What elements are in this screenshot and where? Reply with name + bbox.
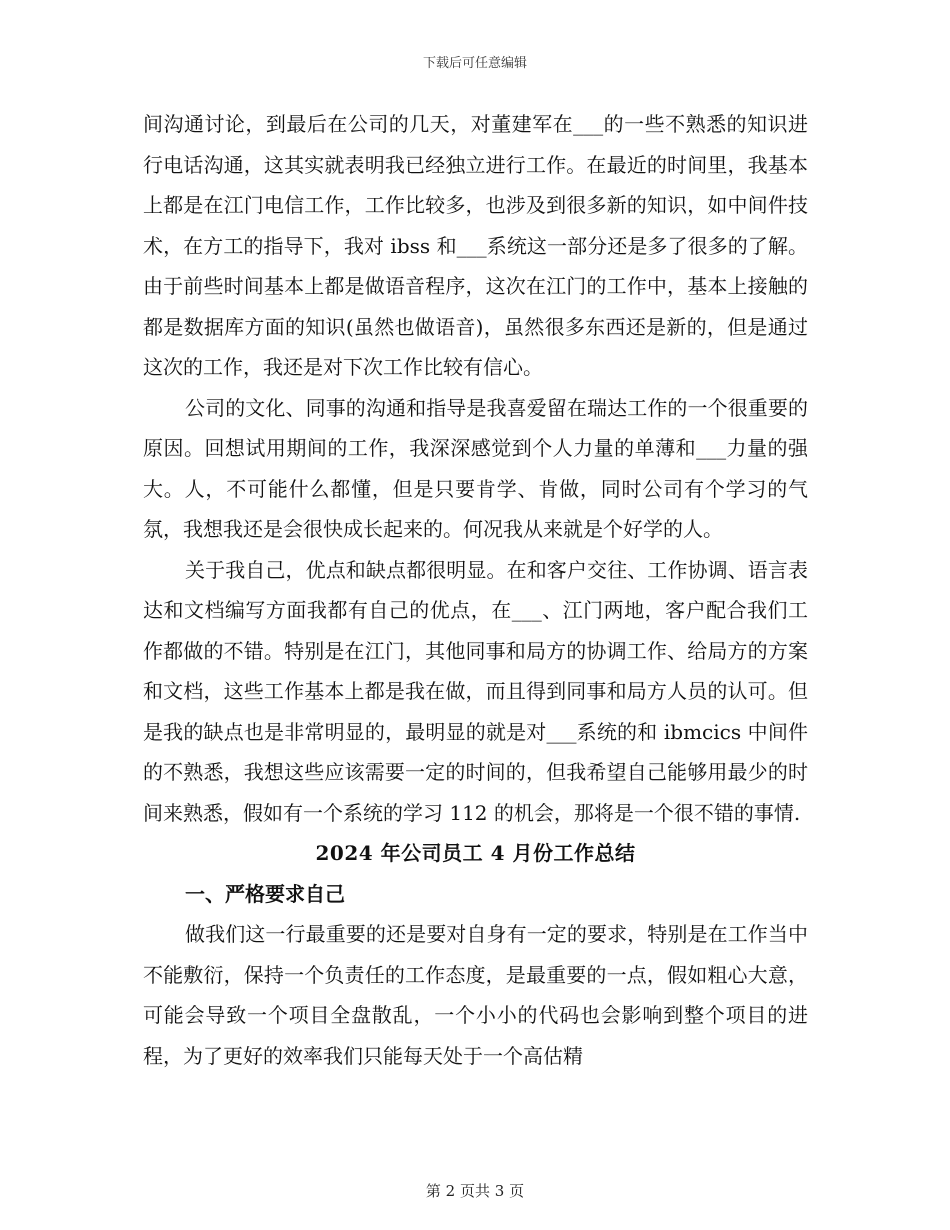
section-heading: 一、严格要求自己 [185, 881, 345, 906]
paragraph-2: 公司的文化、同事的沟通和指导是我喜爱留在瑞达工作的一个很重要的原因。回想试用期间的工作，我深深感觉到个人力量的单薄和___力量的强大。人，不可能什么都懂，但是只要肯学、肯做，同时公司有个学习的气氛，我想我还是会很快成长起来的。何况我从来就是个好学的人。 [143, 395, 808, 541]
paragraph-1: 间沟通讨论，到最后在公司的几天，对董建军在___的一些不熟悉的知识进行电话沟通，这其实就表明我已经独立进行工作。在最近的时间里，我基本上都是在江门电信工作，工作比较多，也涉及到很多新的知识，如中间件技术，在方工的指导下，我对 ibss 和___系统这一部分还是多了很多的了解。由于前些时间基本上都是做语音程序，这次在江门的工作中，基本上接触的都是数据库方面的知识(虽然也做语音)，虽然很多东西还是新的，但是通过这次的工作，我还是对下次工作比较有信心。 [143, 112, 808, 379]
document-body [143, 104, 808, 1076]
page-header: 下载后可任意编辑 [422, 56, 527, 71]
page-footer: 第 2 页共 3 页 [425, 1182, 525, 1200]
paragraph-3: 关于我自己，优点和缺点都很明显。在和客户交往、工作协调、语言表达和文档编写方面我都有自己的优点，在___、江门两地，客户配合我们工作都做的不错。特别是在江门，其他同事和局方的协调工作、给局方的方案和文档，这些工作基本上都是我在做，而且得到同事和局方人员的认可。但是我的缺点也是非常明显的，最明显的就是对___系统的和 ibmcics 中间件的不熟悉，我想这些应该需要一定的时间的，但我希望自己能够用最少的时间来熟悉，假如有一个系统的学习 112 的机会，那将是一个很不错的事情. [143, 557, 808, 825]
paragraph-4: 做我们这一行最重要的还是要对自身有一定的要求，特别是在工作当中不能敷衍，保持一个负责任的工作态度，是最重要的一点，假如粗心大意，可能会导致一个项目全盘散乱，一个小小的代码也会影响到整个项目的进程，为了更好的效率我们只能每天处于一个高估精 [143, 922, 808, 1068]
document-title: 2024 年公司员工 4 月份工作总结 [315, 841, 636, 865]
